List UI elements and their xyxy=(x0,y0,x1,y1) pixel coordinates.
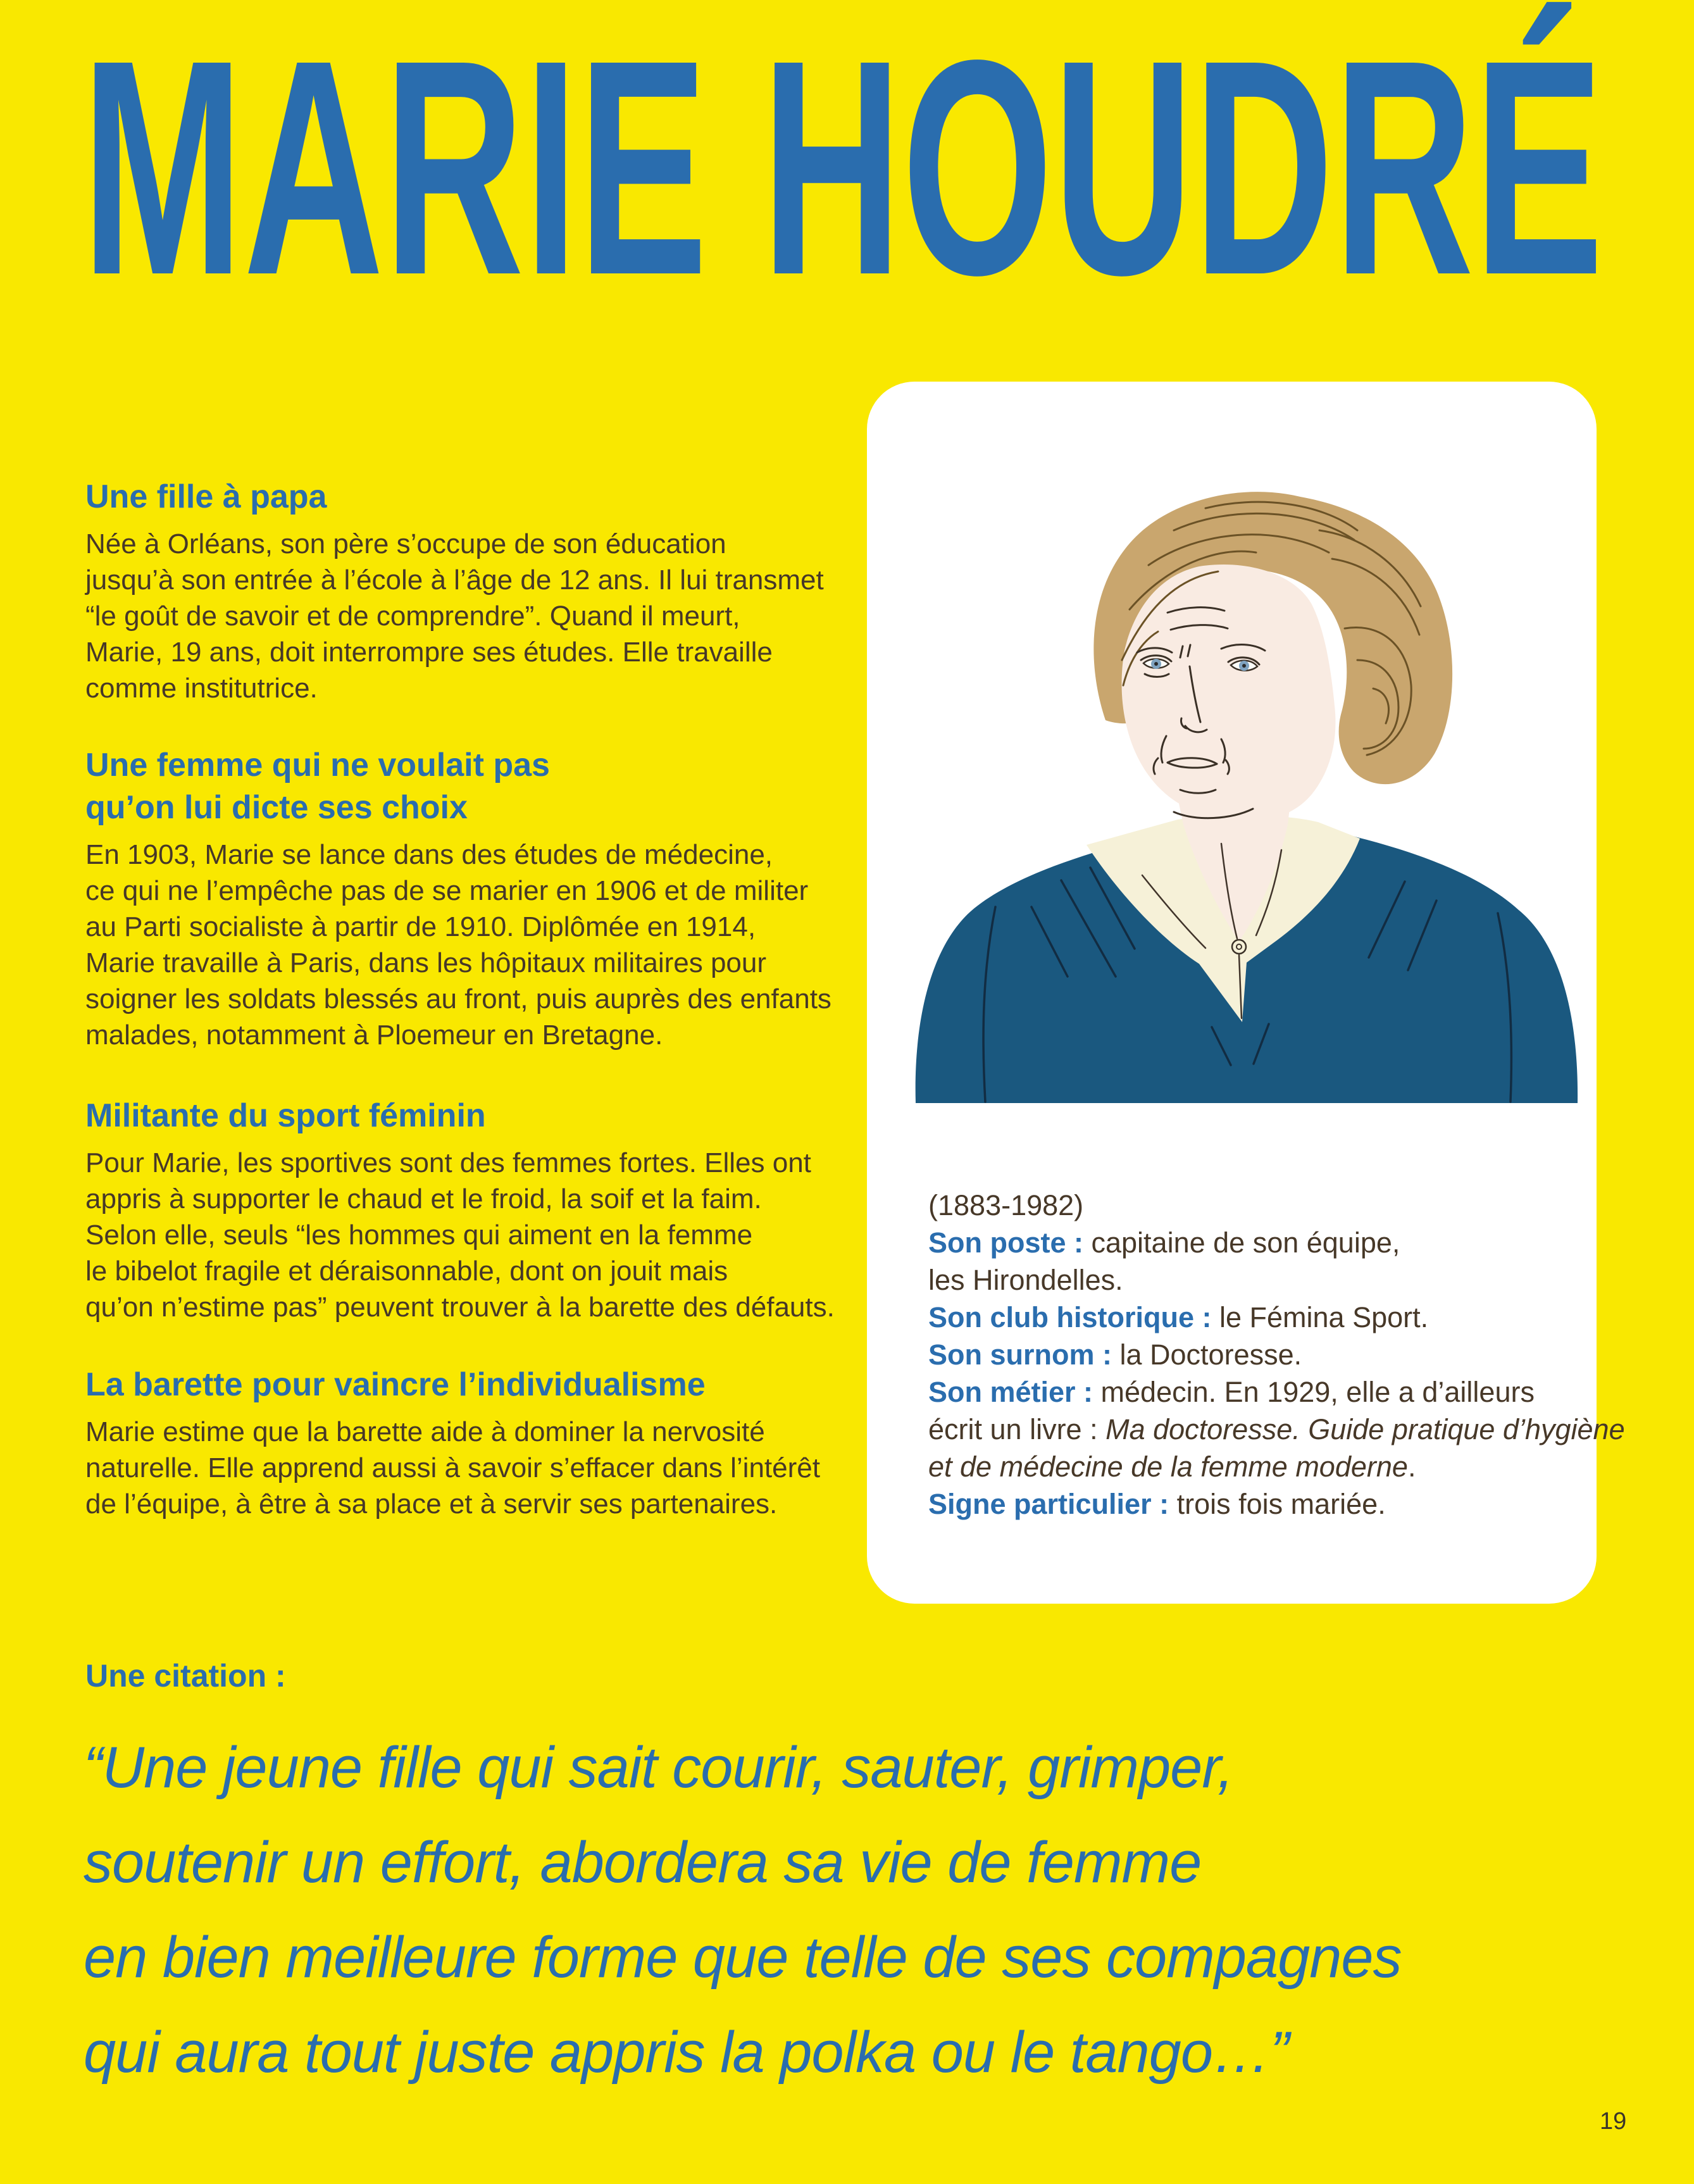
quote-text: “Une jeune fille qui sait courir, sauter, grimper, soutenir un effort, abordera sa vie de femme en bien meilleure forme que telle de ses compagnes qui aura tout juste appris la polka ou le tango…” xyxy=(84,1735,1402,2085)
page-title xyxy=(79,0,1614,339)
fact-surnom: Son surnom : la Doctoresse. xyxy=(928,1338,1302,1371)
section-body: Pour Marie, les sportives sont des femmes fortes. Elles ont appris à supporter le chaud et le froid, la soif et la faim. Selon elle, seuls “les hommes qui aiment en la femme le bibelot fragile et déraisonnable, dont on jouit mais qu’on n’estime pas” peuvent trouver à la barette des défauts. xyxy=(85,1147,835,1323)
profile-card xyxy=(867,382,1625,1604)
section-heading: Une fille à papa xyxy=(85,478,327,515)
section-heading: Militante du sport féminin xyxy=(85,1097,486,1134)
section-heading: La barette pour vaincre l’individualisme xyxy=(85,1366,706,1403)
section-la-barette xyxy=(85,1364,889,1522)
fact-club: Son club historique : le Fémina Sport. xyxy=(928,1301,1429,1333)
section-une-fille-a-papa xyxy=(85,476,889,706)
page-title-text: MARIE HOUDRÉ xyxy=(82,0,1604,339)
section-une-femme xyxy=(85,744,889,1053)
section-body: Marie estime que la barette aide à dominer la nervosité naturelle. Elle apprend aussi à savoir s’effacer dans l’intérêt de l’équipe, à être à sa place et à servir ses partenaires. xyxy=(85,1416,820,1519)
fact-livre-suite: et de médecine de la femme moderne. xyxy=(928,1451,1416,1483)
fact-poste: Son poste : capitaine de son équipe, xyxy=(928,1226,1400,1259)
section-heading: Une femme qui ne voulait pas qu’on lui dicte ses choix xyxy=(85,747,550,826)
section-body: Née à Orléans, son père s’occupe de son éducation jusqu’à son entrée à l’école à l’âge de 12 ans. Il lui transmet “le goût de savoir et de comprendre”. Quand il meurt, Marie, 19 ans, doit interrompre ses études. Elle travaille comme institutrice. xyxy=(85,528,824,704)
portrait-illustration xyxy=(902,470,1591,1109)
fact-dates: (1883-1982) xyxy=(928,1189,1084,1221)
quote-label: Une citation : xyxy=(85,1658,286,1694)
page-number: 19 xyxy=(1600,2108,1627,2135)
section-body: En 1903, Marie se lance dans des études de médecine, ce qui ne l’empêche pas de se marier en 1906 et de militer au Parti socialiste à partir de 1910. Diplômée en 1914, Marie travaille à Paris, dans les hôpitaux militaires pour soigner les soldats blessés au front, puis auprès des enfants malades, notamment à Ploemeur en Bretagne. xyxy=(85,839,831,1051)
fact-metier: Son métier : médecin. En 1929, elle a d’ailleurs xyxy=(928,1376,1535,1408)
fact-poste-suite: les Hirondelles. xyxy=(928,1264,1123,1296)
section-militante-sport xyxy=(85,1095,889,1325)
fact-signe: Signe particulier : trois fois mariée. xyxy=(928,1488,1386,1520)
fact-livre: écrit un livre : Ma doctoresse. Guide pratique d’hygiène xyxy=(928,1413,1625,1445)
profile-facts xyxy=(928,1187,1625,1523)
